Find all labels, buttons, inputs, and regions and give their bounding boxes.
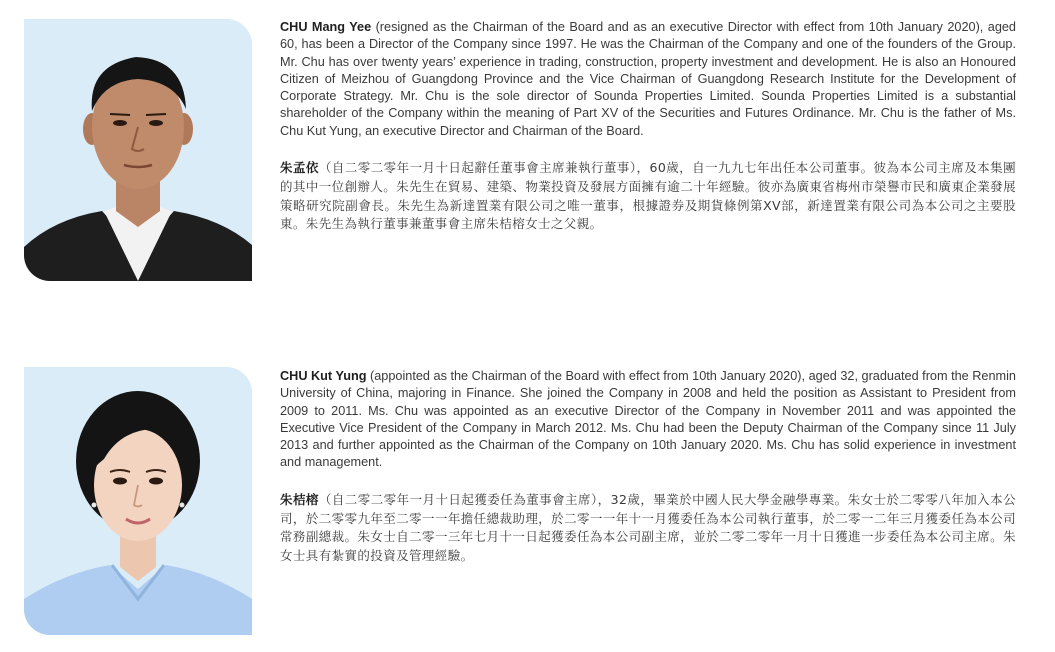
director-name-zh: 朱桔榕 <box>280 491 319 507</box>
director-name-en: CHU Mang Yee <box>280 20 372 34</box>
director-bio-text <box>280 19 1016 234</box>
director-name-en: CHU Kut Yung <box>280 369 367 383</box>
director-name-zh: 朱孟依 <box>280 160 319 176</box>
bio-en-body: (appointed as the Chairman of the Board with effect from 10th January 2020), aged 32, graduated from the Renmin University of China, majoring in Finance. She joined the Company in 2008 and held the position as Assistant to President from 2009 to 2011. Ms. Chu was appointed as an executive Director of the Company in November 2011 and was appointed the Executive Vice President of the Company in March 2012. Ms. Chu had been the Deputy Chairman of the Company since 11 July 2013 and further appointed as the Chairman of the Company on 10th January 2020. Ms. Chu has solid experience in investment and management. <box>280 369 1016 470</box>
bio-english <box>280 19 1016 140</box>
director-profile-chu-mang-yee <box>0 0 1055 300</box>
director-photo-chu-mang-yee <box>24 19 252 281</box>
bio-chinese <box>280 159 1016 234</box>
bio-zh-body: （自二零二零年一月十日起獲委任為董事會主席），32歲，畢業於中國人民大學金融學專業。朱女士於二零零八年加入本公司，於二零零九年至二零一一年擔任總裁助理，於二零一一年十一月獲委任為本公司執行董事，於二零一二年三月獲委任為本公司常務副總裁。朱女士自二零一三年七月十一日起獲委任為本公司副主席，並於二零二零年一月十日獲進一步委任為本公司主席。朱女士具有紮實的投資及管理經驗。 <box>280 491 1016 564</box>
director-bio-text <box>280 368 1016 566</box>
director-profile-chu-kut-yung <box>0 360 1055 652</box>
bio-zh-body: （自二零二零年一月十日起辭任董事會主席兼執行董事），60歲，自一九九七年出任本公司董事。彼為本公司主席及本集團的其中一位創辦人。朱先生在貿易、建築、物業投資及發展方面擁有逾二十年經驗。彼亦為廣東省梅州市榮譽市民和廣東企業發展策略研究院副會長。朱先生為新達置業有限公司之唯一董事，根據證券及期貨條例第XV部，新達置業有限公司為本公司之主要股東。朱先生為執行董事兼董事會主席朱桔榕女士之父親。 <box>280 160 1016 232</box>
bio-en-body: (resigned as the Chairman of the Board and as an executive Director with effect from 10th January 2020), aged 60, has been a Director of the Company since 1997. He was the Chairman of the Company and one of the founders of the Group. Mr. Chu has over twenty years’ experience in trading, construction, property investment and development. He is also an Honoured Citizen of Meizhou of Guangdong Province and the Vice Chairman of Guangdong Research Institute for the Development of Corporate Strategy. Mr. Chu is the sole director of Sounda Properties Limited. Sounda Properties Limited is a substantial shareholder of the Company within the meaning of Part XV of the Securities and Futures Ordinance. Mr. Chu is the father of Ms. Chu Kut Yung, an executive Director and Chairman of the Board. <box>280 20 1016 138</box>
bio-english <box>280 368 1016 472</box>
bio-chinese <box>280 491 1016 566</box>
director-photo-chu-kut-yung <box>24 367 252 635</box>
